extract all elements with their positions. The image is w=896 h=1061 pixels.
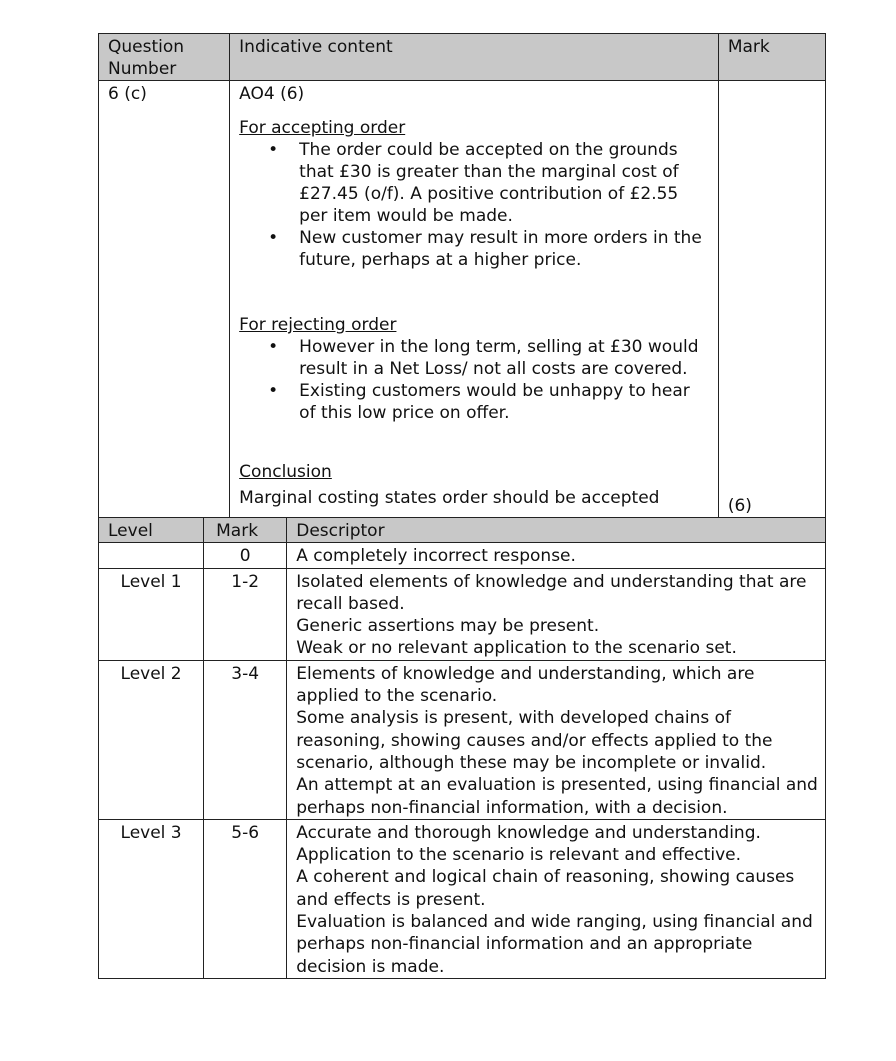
descriptor-line: Application to the scenario is relevant and effective. <box>296 845 742 866</box>
accepting-point: • New customer may result in more orders in the future, perhaps at a higher price. <box>299 227 708 271</box>
descriptor-line: Weak or no relevant application to the scenario set. <box>296 638 737 659</box>
descriptor-line: Evaluation is balanced and wide ranging, using financial and perhaps non-financial information and an appropriate decision is made. <box>296 912 813 977</box>
level-row <box>99 543 826 568</box>
rejecting-point: • Existing customers would be unhappy to hear of this low price on offer. <box>299 380 708 424</box>
descriptor-line: Elements of knowledge and understanding, which are applied to the scenario. <box>296 663 755 707</box>
question-number: 6 (c) <box>99 81 230 518</box>
accepting-points <box>239 139 708 271</box>
indicative-content-table <box>98 33 826 518</box>
descriptor-line: Accurate and thorough knowledge and understanding. <box>296 822 761 843</box>
conclusion-heading: Conclusion <box>239 462 332 482</box>
level-descriptor <box>287 660 826 819</box>
conclusion-text: Marginal costing states order should be accepted <box>239 488 660 508</box>
rejecting-heading: For rejecting order <box>239 315 397 335</box>
level-descriptor <box>287 819 826 978</box>
level-name: Level 2 <box>99 660 204 819</box>
question-mark-cell <box>718 81 825 518</box>
level-name: Level 3 <box>99 819 204 978</box>
accepting-heading: For accepting order <box>239 118 406 138</box>
question-row <box>99 81 826 518</box>
indicative-content <box>230 81 719 518</box>
level-mark: 1-2 <box>204 568 287 660</box>
descriptor-line: An attempt at an evaluation is presented, using financial and perhaps non-financial information, with a decision. <box>296 775 818 818</box>
level-name <box>99 543 204 568</box>
header-indicative-content: Indicative content <box>230 34 719 81</box>
level-row <box>99 819 826 978</box>
levels-header-row <box>99 518 826 543</box>
mark-scheme-document <box>98 33 826 979</box>
descriptor-line: A completely incorrect response. <box>296 546 576 567</box>
level-mark: 5-6 <box>204 819 287 978</box>
level-name: Level 1 <box>99 568 204 660</box>
header-descriptor: Descriptor <box>287 518 826 543</box>
levels-table <box>98 517 826 979</box>
rejecting-points <box>239 336 708 424</box>
assessment-objective: AO4 (6) <box>239 84 305 104</box>
descriptor-line: Generic assertions may be present. <box>296 616 600 637</box>
rejecting-point: • However in the long term, selling at £30 would result in a Net Loss/ not all costs are covered. <box>299 336 708 380</box>
level-descriptor <box>287 568 826 660</box>
header-level: Level <box>99 518 204 543</box>
header-mark: Mark <box>718 34 825 81</box>
level-mark: 0 <box>204 543 287 568</box>
descriptor-line: Isolated elements of knowledge and understanding that are recall based. <box>296 571 807 614</box>
header-level-mark: Mark <box>204 518 287 543</box>
descriptor-line: A coherent and logical chain of reasoning, showing causes and effects is present. <box>296 867 795 910</box>
question-mark: (6) <box>727 496 752 516</box>
level-descriptor <box>287 543 826 568</box>
indicative-content-header-row <box>99 34 826 81</box>
level-mark: 3-4 <box>204 660 287 819</box>
header-question-number: Question Number <box>99 34 230 81</box>
level-row <box>99 568 826 660</box>
descriptor-line: Some analysis is present, with developed chains of reasoning, showing causes and/or effects applied to the scenario, although these may be incomplete or invalid. <box>296 708 773 773</box>
level-row <box>99 660 826 819</box>
accepting-point: • The order could be accepted on the grounds that £30 is greater than the marginal cost of £27.45 (o/f). A positive contribution of £2.55 per item would be made. <box>299 139 708 227</box>
